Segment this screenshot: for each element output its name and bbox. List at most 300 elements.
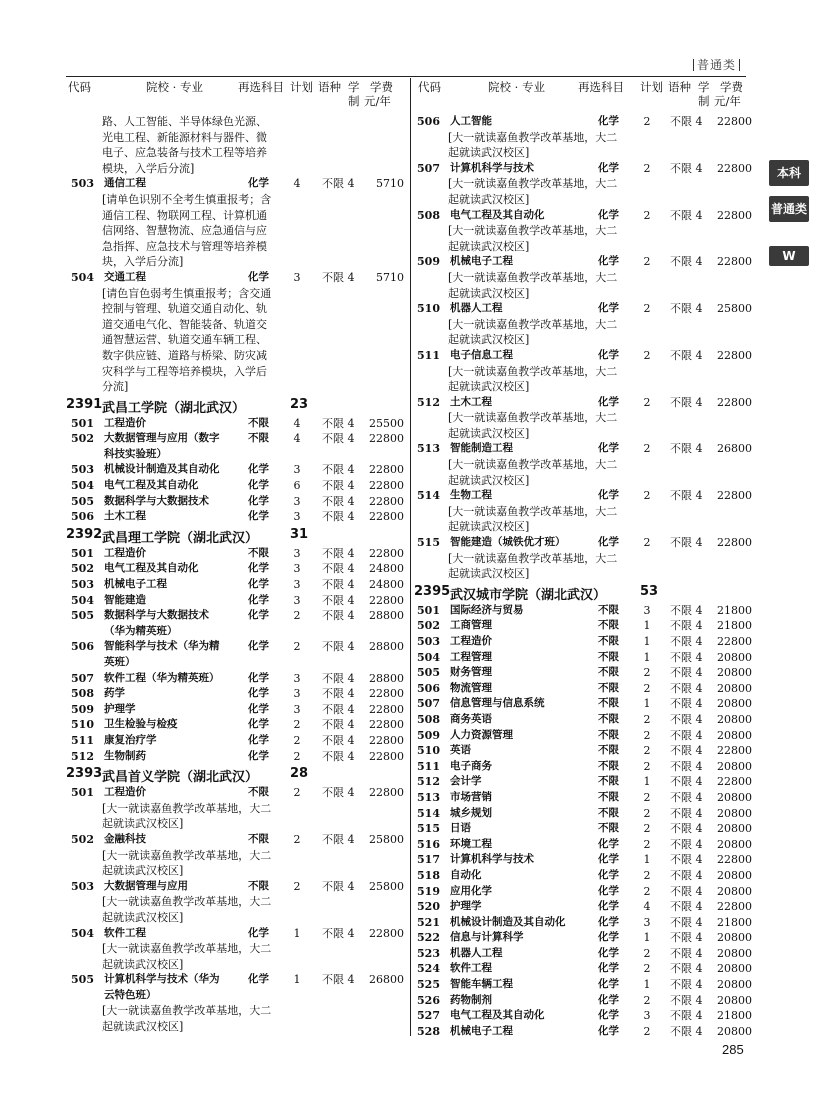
years: 4	[695, 978, 703, 992]
table-row	[414, 634, 754, 650]
table-row	[66, 671, 408, 687]
entry-note: [请色盲色弱考生慎重报考；含交通	[102, 286, 272, 300]
major-name-cont	[66, 988, 408, 1004]
major-code: 516	[417, 837, 440, 851]
table-row	[414, 665, 754, 681]
language: 不限	[670, 790, 692, 804]
language: 不限	[670, 837, 692, 851]
entry-note: 起就读武汉校区]	[448, 146, 530, 160]
table-row	[66, 593, 408, 609]
tuition-fee: 20800	[717, 681, 752, 695]
major-code: 517	[417, 853, 440, 867]
column-header-left: 代码 院校 · 专业 再选科目 计划 语种 学 制 学费 元/年	[68, 80, 393, 108]
major-code: 514	[417, 806, 440, 820]
years: 4	[695, 635, 703, 648]
major-name: 智能制造工程	[450, 442, 513, 455]
institution-code: 2393	[66, 766, 103, 782]
section-tag: 普通类	[690, 56, 743, 73]
entry-note: 块，入学后分流]	[102, 255, 184, 269]
plan-count: 3	[293, 270, 301, 284]
years: 4	[695, 915, 703, 929]
years: 4	[695, 775, 703, 789]
plan-count: 2	[643, 208, 651, 222]
required-subject: 化学	[598, 536, 619, 549]
tuition-fee: 22800	[369, 432, 404, 446]
entry-note: 通智慧运营、轨道交通车辆工程、	[102, 333, 267, 347]
major-name: 数据科学与大数据技术	[104, 494, 209, 507]
major-code: 515	[417, 822, 440, 836]
major-name: 信息与计算科学	[450, 931, 524, 944]
major-code: 510	[417, 302, 440, 316]
tuition-fee: 22800	[369, 687, 404, 701]
tuition-fee: 21800	[717, 915, 752, 929]
major-name: 日语	[450, 822, 471, 835]
required-subject: 不限	[598, 790, 619, 803]
language: 不限	[670, 806, 692, 820]
years: 4	[695, 255, 703, 269]
years: 4	[347, 973, 355, 987]
entry-note: 起就读武汉校区]	[448, 426, 530, 440]
institution-name: 武昌理工学院（湖北武汉）	[102, 530, 259, 546]
major-name: 工程造价	[104, 786, 146, 799]
required-subject: 化学	[598, 395, 619, 408]
entry-note: 起就读武汉校区]	[448, 473, 530, 487]
major-name: 工程造价	[104, 416, 146, 429]
tuition-fee: 20800	[717, 962, 752, 976]
institution-header	[66, 395, 408, 416]
language: 不限	[322, 973, 344, 987]
table-row	[66, 431, 408, 447]
table-row	[66, 462, 408, 478]
entry-note: 起就读武汉校区]	[448, 286, 530, 300]
language: 不限	[670, 395, 692, 409]
column-divider	[410, 78, 411, 1036]
language: 不限	[670, 900, 692, 914]
years: 4	[695, 1024, 703, 1038]
side-tab-benke: 本科	[769, 160, 809, 186]
major-name: 机器人工程	[450, 302, 503, 315]
years: 4	[695, 806, 703, 820]
tuition-fee: 20800	[717, 759, 752, 773]
table-row	[66, 686, 408, 702]
institution-code: 2392	[66, 526, 103, 542]
table-row	[414, 774, 754, 790]
plan-count: 2	[293, 733, 301, 747]
major-code: 505	[71, 494, 94, 508]
years: 4	[695, 822, 703, 836]
plan-count: 2	[293, 749, 301, 763]
required-subject: 化学	[598, 853, 619, 866]
required-subject: 化学	[598, 900, 619, 913]
language: 不限	[670, 208, 692, 222]
table-row	[66, 702, 408, 718]
table-row	[414, 618, 754, 634]
major-code: 503	[71, 177, 94, 191]
tuition-fee: 22800	[717, 255, 752, 269]
language: 不限	[670, 635, 692, 648]
right-column	[414, 114, 754, 1039]
major-name: 工程管理	[450, 650, 492, 663]
years: 4	[695, 931, 703, 945]
required-subject: 化学	[248, 463, 269, 476]
language: 不限	[670, 915, 692, 929]
table-row	[414, 161, 754, 177]
required-subject: 化学	[248, 494, 269, 507]
tuition-fee: 21800	[717, 619, 752, 633]
tuition-fee: 20800	[717, 728, 752, 742]
table-row	[414, 1008, 754, 1024]
tuition-fee: 22800	[717, 161, 752, 175]
language: 不限	[670, 775, 692, 789]
major-code: 509	[71, 702, 94, 716]
tuition-fee: 20800	[717, 884, 752, 898]
major-name: 机械电子工程	[450, 255, 513, 268]
plan-count: 2	[643, 442, 651, 456]
table-row	[66, 972, 408, 988]
major-name: 软件工程	[104, 926, 146, 939]
tuition-fee: 22800	[717, 775, 752, 789]
years: 4	[695, 536, 703, 550]
years: 4	[347, 687, 355, 701]
table-row	[414, 743, 754, 759]
required-subject: 不限	[598, 619, 619, 632]
entry-note: 控制与管理、轨道交通自动化、轨	[102, 302, 267, 316]
required-subject: 化学	[248, 718, 269, 731]
years: 4	[347, 546, 355, 560]
entry-note: [大一就读嘉鱼教学改革基地，大二	[448, 317, 618, 331]
tuition-fee: 28800	[369, 671, 404, 685]
years: 4	[695, 603, 703, 617]
entry-note: 路、人工智能、半导体绿色光源、	[102, 115, 267, 128]
major-code: 513	[417, 790, 440, 804]
language: 不限	[322, 786, 344, 800]
major-name: 计算机科学与技术（华为	[104, 973, 220, 986]
language: 不限	[322, 270, 344, 284]
major-name: 智能车辆工程	[450, 978, 513, 991]
major-name: 云特色班）	[104, 988, 157, 1001]
side-tab-w: W	[769, 246, 809, 266]
table-row	[414, 759, 754, 775]
major-code: 504	[71, 926, 94, 940]
language: 不限	[322, 640, 344, 654]
institution-code: 2395	[414, 583, 451, 599]
years: 4	[695, 868, 703, 882]
plan-count: 3	[643, 1009, 651, 1023]
language: 不限	[322, 546, 344, 560]
language: 不限	[670, 603, 692, 617]
major-name: 信息管理与信息系统	[450, 697, 545, 710]
major-name: 大数据管理与应用	[104, 879, 188, 892]
years: 4	[347, 671, 355, 685]
table-row	[66, 270, 408, 286]
table-row	[66, 416, 408, 432]
language: 不限	[322, 562, 344, 576]
required-subject: 化学	[248, 578, 269, 591]
table-row	[66, 639, 408, 655]
table-row	[414, 993, 754, 1009]
entry-note: 数字供应链、道路与桥梁、防灾减	[102, 348, 267, 362]
major-code: 504	[417, 650, 440, 664]
tuition-fee: 25800	[369, 832, 404, 846]
language: 不限	[670, 853, 692, 867]
table-row	[414, 301, 754, 317]
plan-count: 3	[643, 603, 651, 617]
tuition-fee: 5710	[376, 270, 404, 284]
tuition-fee: 20800	[717, 837, 752, 851]
plan-count: 2	[293, 640, 301, 654]
major-name: 软件工程	[450, 962, 492, 975]
tuition-fee: 22800	[369, 733, 404, 747]
major-name: 土木工程	[450, 395, 492, 408]
years: 4	[347, 416, 355, 430]
major-name: 计算机科学与技术	[450, 161, 534, 174]
table-row	[414, 946, 754, 962]
years: 4	[695, 900, 703, 914]
table-row	[414, 837, 754, 853]
institution-header	[66, 525, 408, 546]
tuition-fee: 25800	[369, 879, 404, 893]
language: 不限	[322, 416, 344, 430]
language: 不限	[322, 718, 344, 732]
plan-count: 2	[643, 790, 651, 804]
tuition-fee: 28800	[369, 609, 404, 623]
institution-name: 武昌工学院（湖北武汉）	[102, 400, 246, 416]
major-name: 物流管理	[450, 681, 492, 694]
plan-count: 4	[643, 900, 651, 914]
years: 4	[695, 161, 703, 175]
table-row	[414, 821, 754, 837]
major-code: 502	[71, 562, 94, 576]
major-code: 501	[71, 416, 94, 430]
major-code: 512	[71, 749, 94, 763]
tuition-fee: 22800	[369, 479, 404, 493]
language: 不限	[670, 489, 692, 503]
required-subject: 不限	[598, 603, 619, 616]
tuition-fee: 22800	[717, 635, 752, 648]
major-name: 智能建造（城铁优才班）	[450, 536, 566, 549]
plan-count: 2	[643, 884, 651, 898]
entry-note: 起就读武汉校区]	[102, 957, 184, 971]
table-row	[414, 603, 754, 619]
entry-note: [大一就读嘉鱼教学改革基地，大二	[448, 458, 618, 472]
table-row	[66, 879, 408, 895]
institution-code: 2391	[66, 396, 103, 412]
major-code: 506	[71, 510, 94, 524]
major-name: 工商管理	[450, 619, 492, 632]
table-row	[414, 852, 754, 868]
major-name: 英语	[450, 744, 471, 757]
required-subject: 不限	[598, 666, 619, 679]
major-code: 506	[417, 115, 440, 128]
major-code: 508	[417, 712, 440, 726]
table-row	[66, 717, 408, 733]
language: 不限	[670, 161, 692, 175]
required-subject: 化学	[598, 993, 619, 1006]
plan-count: 3	[293, 671, 301, 685]
language: 不限	[322, 510, 344, 524]
required-subject: 化学	[598, 161, 619, 174]
entry-note: 起就读武汉校区]	[102, 817, 184, 831]
table-row	[66, 577, 408, 593]
language: 不限	[322, 926, 344, 940]
tuition-fee: 20800	[717, 790, 752, 804]
table-row	[66, 608, 408, 624]
plan-count: 1	[643, 619, 651, 633]
major-name: 环境工程	[450, 837, 492, 850]
major-code: 524	[417, 962, 440, 976]
years: 4	[695, 712, 703, 726]
major-name: 科技实验班）	[104, 447, 167, 460]
major-name: 商务英语	[450, 712, 492, 725]
required-subject: 不限	[598, 650, 619, 663]
years: 4	[695, 208, 703, 222]
major-name: 机械电子工程	[450, 1024, 513, 1037]
table-row	[414, 696, 754, 712]
table-row	[66, 832, 408, 848]
tuition-fee: 22800	[369, 718, 404, 732]
major-code: 502	[71, 432, 94, 446]
table-row	[414, 441, 754, 457]
table-row	[66, 733, 408, 749]
tuition-fee: 25500	[369, 416, 404, 430]
major-name: 人力资源管理	[450, 728, 513, 741]
tuition-fee: 22800	[369, 546, 404, 560]
major-code: 511	[417, 348, 440, 362]
language: 不限	[670, 115, 692, 128]
tuition-fee: 22800	[717, 744, 752, 758]
plan-count: 2	[293, 879, 301, 893]
plan-count: 2	[643, 822, 651, 836]
years: 4	[347, 609, 355, 623]
plan-count: 1	[643, 931, 651, 945]
language: 不限	[670, 931, 692, 945]
entry-note: [大一就读嘉鱼教学改革基地，大二	[102, 1004, 272, 1018]
language: 不限	[322, 879, 344, 893]
major-name: 智能科学与技术（华为精	[104, 640, 220, 653]
required-subject: 化学	[598, 837, 619, 850]
table-row	[414, 488, 754, 504]
plan-count: 3	[293, 578, 301, 592]
plan-count: 2	[643, 868, 651, 882]
plan-count: 2	[643, 666, 651, 680]
years: 4	[695, 759, 703, 773]
major-name: 电气工程及其自动化	[104, 562, 199, 575]
institution-total: 53	[640, 583, 659, 599]
table-row	[414, 114, 754, 130]
required-subject: 化学	[248, 973, 269, 986]
language: 不限	[322, 609, 344, 623]
plan-count: 2	[643, 115, 651, 128]
major-name: 工程造价	[104, 546, 146, 559]
institution-name: 武汉城市学院（湖北武汉）	[450, 587, 607, 603]
entry-note: [请单色识别不全考生慎重报考；含	[102, 192, 272, 206]
tuition-fee: 20800	[717, 1024, 752, 1038]
required-subject: 化学	[248, 702, 269, 715]
required-subject: 不限	[598, 744, 619, 757]
major-code: 511	[71, 733, 94, 747]
required-subject: 化学	[248, 749, 269, 762]
major-code: 503	[417, 635, 440, 648]
language: 不限	[670, 962, 692, 976]
major-name: 土木工程	[104, 510, 146, 523]
major-name: 会计学	[450, 775, 482, 788]
plan-count: 2	[643, 302, 651, 316]
required-subject: 不限	[248, 432, 269, 445]
major-code: 510	[71, 718, 94, 732]
header-rule	[66, 76, 746, 77]
plan-count: 2	[293, 832, 301, 846]
required-subject: 化学	[248, 671, 269, 684]
required-subject: 不限	[598, 697, 619, 710]
required-subject: 化学	[248, 562, 269, 575]
years: 4	[347, 479, 355, 493]
tuition-fee: 22800	[369, 786, 404, 800]
plan-count: 3	[293, 546, 301, 560]
major-code: 522	[417, 931, 440, 945]
plan-count: 6	[293, 479, 301, 493]
entry-note: 起就读武汉校区]	[448, 567, 530, 581]
major-code: 503	[71, 463, 94, 477]
column-header-right: 代码 院校 · 专业 再选科目 计划 语种 学 制 学费 元/年	[418, 80, 743, 108]
major-code: 505	[71, 973, 94, 987]
years: 4	[695, 115, 703, 128]
tuition-fee: 22800	[717, 536, 752, 550]
years: 4	[695, 681, 703, 695]
entry-note: 起就读武汉校区]	[448, 239, 530, 253]
major-name: 机械设计制造及其自动化	[104, 463, 220, 476]
plan-count: 2	[643, 993, 651, 1007]
required-subject: 化学	[598, 978, 619, 991]
table-row	[414, 681, 754, 697]
tuition-fee: 20800	[717, 868, 752, 882]
major-code: 509	[417, 255, 440, 269]
page-number: 285	[722, 1042, 744, 1057]
major-name: 计算机科学与技术	[450, 853, 534, 866]
table-row	[414, 806, 754, 822]
years: 4	[347, 463, 355, 477]
plan-count: 4	[293, 177, 301, 191]
language: 不限	[670, 884, 692, 898]
plan-count: 2	[643, 946, 651, 960]
language: 不限	[670, 728, 692, 742]
plan-count: 2	[643, 395, 651, 409]
language: 不限	[670, 1024, 692, 1038]
plan-count: 2	[293, 609, 301, 623]
entry-note: 起就读武汉校区]	[102, 864, 184, 878]
major-name: 自动化	[450, 868, 482, 881]
major-code: 509	[417, 728, 440, 742]
years: 4	[347, 733, 355, 747]
required-subject: 化学	[248, 177, 269, 190]
table-row	[66, 561, 408, 577]
tuition-fee: 20800	[717, 931, 752, 945]
institution-name: 武昌首义学院（湖北武汉）	[102, 770, 259, 786]
plan-count: 2	[643, 161, 651, 175]
plan-count: 2	[643, 712, 651, 726]
major-code: 504	[71, 270, 94, 284]
tuition-fee: 5710	[376, 177, 404, 191]
major-name-cont	[66, 624, 408, 640]
language: 不限	[322, 479, 344, 493]
major-name: 电子商务	[450, 759, 492, 772]
required-subject: 化学	[598, 931, 619, 944]
major-name: 通信工程	[104, 177, 146, 190]
table-row	[414, 712, 754, 728]
required-subject: 不限	[248, 879, 269, 892]
years: 4	[347, 718, 355, 732]
tuition-fee: 20800	[717, 978, 752, 992]
required-subject: 化学	[598, 946, 619, 959]
